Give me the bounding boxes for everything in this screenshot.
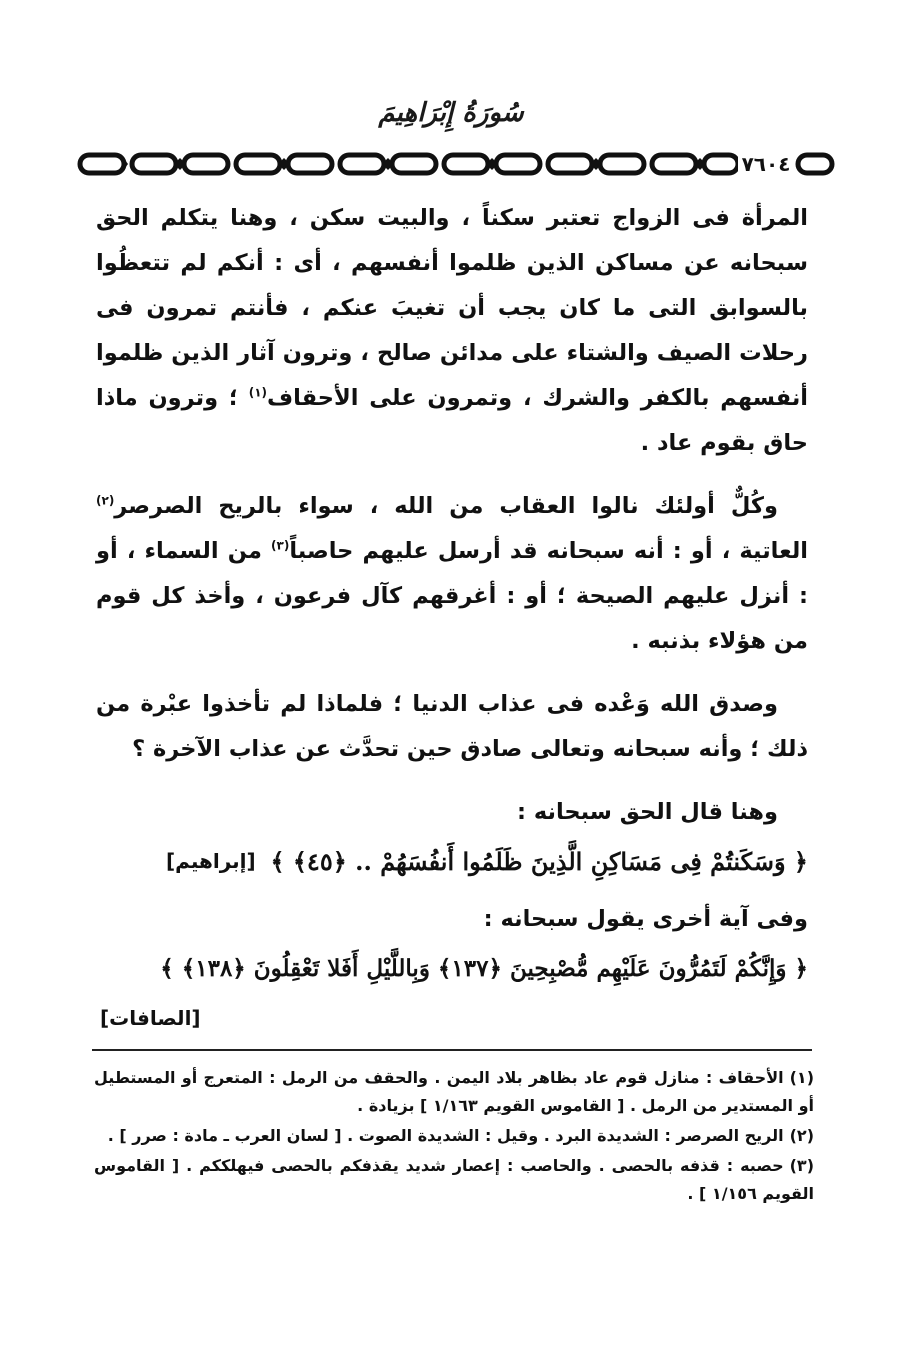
paragraph-2-part-a: وكُلٌّ أولئك نالوا العقاب من الله ، سواء بالريح الصرصر bbox=[114, 493, 778, 519]
footnote-3-text: حصبه : قذفه بالحصى . والحاصب : إعصار شديد يقذفكم بالحصى فيهلككم . [ القاموس القويم ١/١٥٦ ] . bbox=[94, 1156, 814, 1203]
paragraph-2 bbox=[96, 484, 808, 664]
footnotes bbox=[94, 1064, 814, 1210]
page-number: ٧٦٠٤ bbox=[738, 150, 794, 178]
footnote-divider bbox=[92, 1049, 812, 1051]
footnote-1-text: الأحقاف : منازل قوم عاد بظاهر بلاد اليمن . والحقف من الرمل : المتعرج أو المستطيل أو المستدير من الرمل . [ القاموس القويم ١/١٦٣ ] بزيادة . bbox=[94, 1068, 814, 1115]
paragraph-1-text: المرأة فى الزواج تعتبر سكناً ، والبيت سكن ، وهنا يتكلم الحق سبحانه عن مساكن الذين ظلموا أنفسهم ، أى : أنكم لم تتعظُوا بالسوابق التى ما كان يجب أن تغيبَ عنكم ، فأنتم تمرون فى رحلات الصيف والشتاء على مدائن صالح ، وترون آثار الذين ظلموا أنفسهم بالكفر والشرك ، وتمرون على الأحقاف bbox=[96, 205, 808, 411]
quran-verse-2: ﴿ وَإِنَّكُمْ لَتَمُرُّونَ عَلَيْهِم مُّصْبِحِينَ ﴿١٣٧﴾ وَبِاللَّيْلِ أَفَلا تَعْقِلُونَ ﴿١٣٨﴾ ﴾ bbox=[160, 955, 808, 982]
verse-1-row bbox=[96, 839, 808, 891]
footnote-ref-3: (٣) bbox=[271, 538, 290, 553]
verse-intro-1: وهنا قال الحق سبحانه : bbox=[517, 799, 778, 825]
surah-title: سُورَةُ إِبْرَاهِيمَ bbox=[378, 98, 524, 128]
verse-2-reference: [الصافات] bbox=[100, 1006, 201, 1030]
verse-intro-2: وفى آية أخرى يقول سبحانه : bbox=[483, 906, 808, 932]
footnote-ref-2: (٢) bbox=[96, 493, 115, 508]
quran-verse-1: ﴿ وَسَكَنتُمْ فِى مَسَاكِنِ الَّذِينَ ظَلَمُوا أَنفُسَهُمْ .. ﴿٤٥﴾ ﴾ bbox=[270, 847, 808, 876]
footnote-2-number: (٢) bbox=[789, 1126, 814, 1145]
footnote-ref-1: (١) bbox=[248, 385, 268, 400]
footnote-3-number: (٣) bbox=[789, 1156, 814, 1175]
footnote-2-text: الريح الصرصر : الشديدة البرد . وقيل : الشديدة الصوت . [ لسان العرب ـ مادة : صرر ] . bbox=[107, 1126, 784, 1145]
paragraph-3: وصدق الله وَعْده فى عذاب الدنيا ؛ فلماذا لم تأخذوا عبْرة من ذلك ؛ وأنه سبحانه وتعالى صادق حين تحدَّث عن عذاب الآخرة ؟ bbox=[96, 691, 808, 762]
paragraph-2-part-b: العاتية ، أو : أنه سبحانه قد أرسل عليهم حاصباً bbox=[289, 538, 808, 564]
main-text bbox=[96, 196, 808, 1041]
footnote-1-number: (١) bbox=[789, 1068, 814, 1087]
footnote-3 bbox=[94, 1152, 814, 1208]
footnote-2 bbox=[94, 1122, 814, 1150]
footnote-1 bbox=[94, 1064, 814, 1120]
verse-1-reference: [إبراهيم] bbox=[166, 849, 256, 873]
paragraph-1 bbox=[96, 196, 808, 466]
paragraph-1-end: ؛ وترون ماذا حاق بقوم عاد . bbox=[96, 385, 808, 456]
decorative-chain-border bbox=[76, 150, 836, 178]
verse-2-row bbox=[96, 946, 808, 998]
paragraph-2-part-c: من السماء ، أو : أنزل عليهم الصيحة ؛ أو : أغرقهم كآل فرعون ، وأخذ كل قوم من هؤلاء بذنبه . bbox=[96, 538, 808, 654]
